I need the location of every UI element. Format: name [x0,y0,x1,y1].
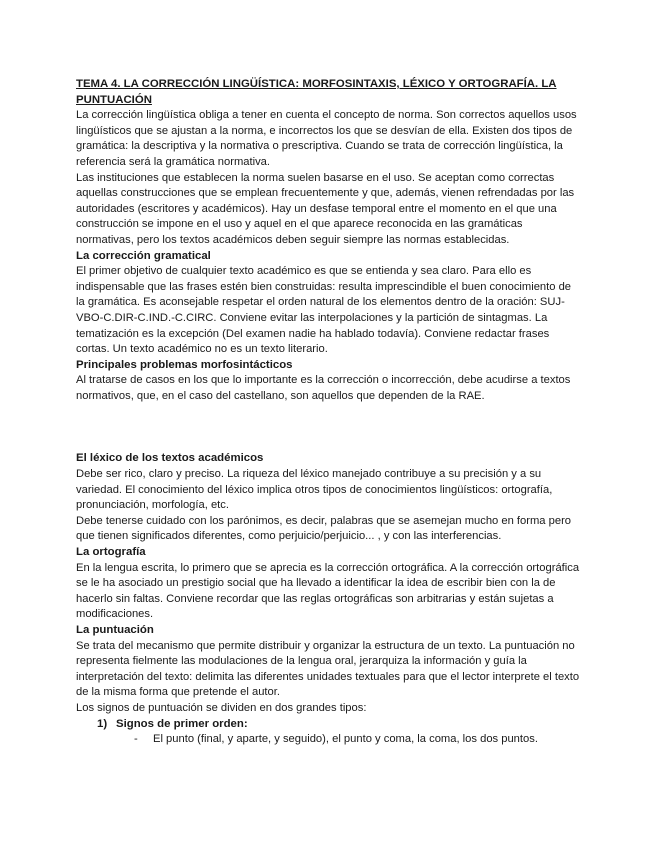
bullet-text: El punto (final, y aparte, y seguido), el punto y coma, la coma, los dos puntos. [153,733,538,746]
numbered-list-item [97,717,581,733]
paragraph-ortografia: En la lengua escrita, lo primero que se aprecia es la corrección ortográfica. A la corrección ortográfica se le ha asociado un prestigio social que ha llevado a identificar la idea de escribir bien con la de hacerlo sin faltas. Conviene recordar que las reglas ortográficas son arbitrarias y están sujetas a modificaciones. [76,561,580,621]
bullet-mark: - [134,733,138,746]
paragraph-puntuacion-2: Los signos de puntuación se dividen en dos grandes tipos: [76,701,367,714]
paragraph-problemas-morfosintacticos: Al tratarse de casos en los que lo importante es la corrección o incorrección, debe acudirse a textos normativos, que, en el caso del castellano, son aquellos que dependen de la RAE. [76,374,571,402]
paragraph-lexico-1: Debe ser rico, claro y preciso. La riqueza del léxico manejado contribuye a su precisión y a su variedad. El conocimiento del léxico implica otros tipos de conocimientos lingüísticos: ortografía, pronunciación, morfología, etc. [76,468,553,512]
intro-paragraph-2: Las instituciones que establecen la norma suelen basarse en el uso. Se aceptan como correctas aquellas construcciones que se emplean frecuentemente y que, además, vienen refrendadas por las autoridades (escritores y académicos). Hay un desfase temporal entre el momento en el que una construcción se impone en el uso y aquel en el que aparece reconocida en las gramáticas normativas, pero los textos académicos deben seguir siempre las normas establecidas. [76,171,575,246]
intro-paragraph-1: La corrección lingüística obliga a tener en cuenta el concepto de norma. Son correctos aquellos usos lingüísticos que se ajustan a la norma, e incorrectos los que se desvían de ella. Existen dos tipos de gramática: la descriptiva y la normativa o prescriptiva. Cuando se trata de corrección lingüística, la referencia será la gramática normativa. [76,109,577,168]
section-spacer [76,404,581,451]
list-item-label: Signos de primer orden: [116,717,248,730]
heading-correccion-gramatical: La corrección gramatical [76,249,211,262]
document-title: TEMA 4. LA CORRECCIÓN LINGÜÍSTICA: MORFOSINTAXIS, LÉXICO Y ORTOGRAFÍA. LA PUNTUACIÓN [76,78,557,106]
paragraph-lexico-2: Debe tenerse cuidado con los parónimos, es decir, palabras que se asemejan mucho en forma pero que tienen significados diferentes, como perjuicio/perjuicio... , y con las interferencias. [76,514,572,543]
heading-problemas-morfosintacticos: Principales problemas morfosintácticos [76,358,293,371]
document-page [76,77,581,748]
heading-puntuacion: La puntuación [76,624,154,636]
bullet-list-item [134,732,581,748]
heading-lexico: El léxico de los textos académicos [76,452,264,465]
list-number: 1) [97,717,108,730]
heading-ortografia: La ortografía [76,546,146,559]
paragraph-correccion-gramatical: El primer objetivo de cualquier texto académico es que se entienda y sea claro. Para ello es indispensable que las frases estén bien construidas: resulta imprescindible el buen conocimiento de la gramática. Es aconsejable respetar el orden natural de los elementos dentro de la oración: SUJ-VBO-C.DIR-C.IND.-C.CIRC. Conviene evitar las interpolaciones y la partición de sintagmas. La tematización es la excepción (Del examen nadie ha hablado todavía). Conviene redactar frases cortas. Un texto académico no es un texto literario. [76,265,572,356]
paragraph-puntuacion-1: Se trata del mecanismo que permite distribuir y organizar la estructura de un texto. La puntuación no representa fielmente las modulaciones de la lengua oral, jerarquiza la información y guía la interpretación del texto: delimita las diferentes unidades textuales para que el lector interprete el texto de la misma forma que pretende el autor. [76,639,580,699]
